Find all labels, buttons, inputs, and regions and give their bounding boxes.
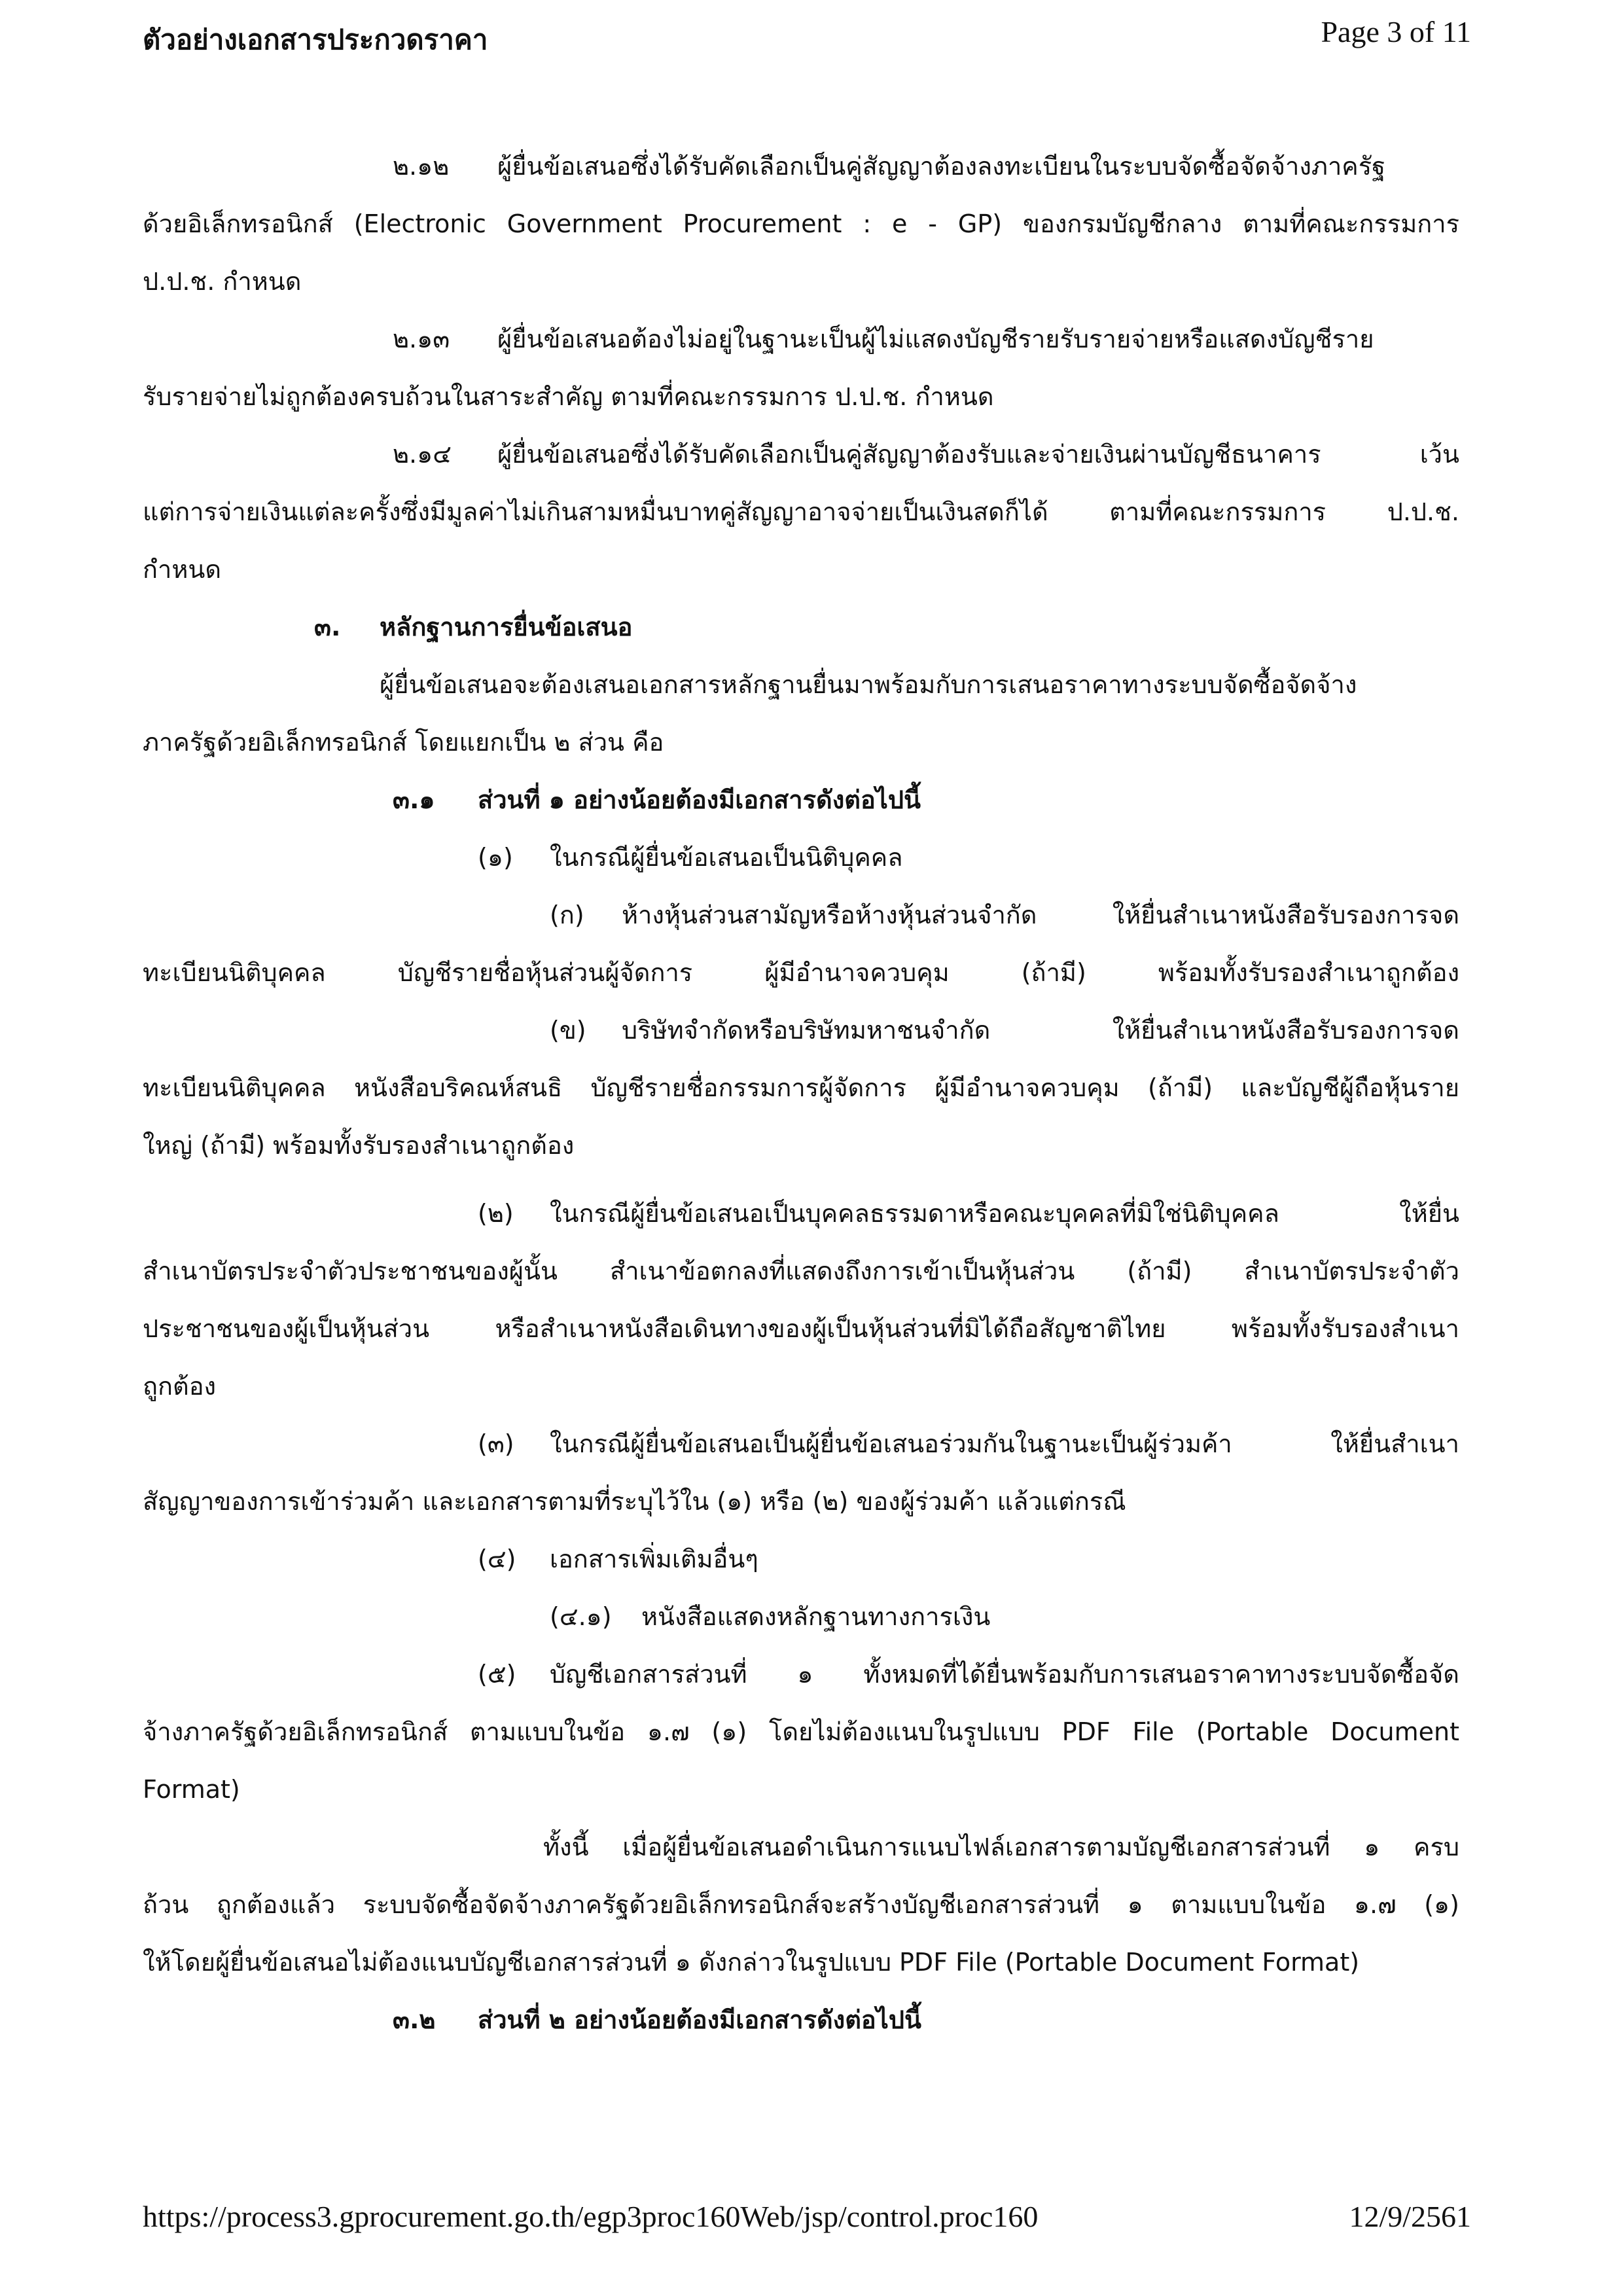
item-1-num: (๑) xyxy=(478,843,513,872)
footer-date: 12/9/2561 xyxy=(1349,2200,1471,2233)
item-5-line-1: บัญชีเอกสารส่วนที่ ๑ ทั้งหมดที่ได้ยื่นพร้อมกับการเสนอราคาทางระบบจัดซื้อจัด xyxy=(550,1660,1459,1689)
item-5-num: (๕) xyxy=(478,1660,516,1689)
clause-2-14-line-2: แต่การจ่ายเงินแต่ละครั้งซึ่งมีมูลค่าไม่เกินสามหมื่นบาทคู่สัญญาอาจจ่ายเป็นเงินสดก็ได้ ตามที่คณะกรรมการ ป.ป.ช. xyxy=(143,497,1459,526)
item-2-line-4: ถูกต้อง xyxy=(143,1372,217,1401)
item-kho-line-2: ทะเบียนนิติบุคคล หนังสือบริคณห์สนธิ บัญชีรายชื่อกรรมการผู้จัดการ ผู้มีอำนาจควบคุม (ถ้ามี) และบัญชีผู้ถือหุ้นราย xyxy=(143,1073,1459,1102)
clause-2-13-num: ๒.๑๓ xyxy=(393,325,450,353)
note-line-2: ถ้วน ถูกต้องแล้ว ระบบจัดซื้อจัดจ้างภาครัฐด้วยอิเล็กทรอนิกส์จะสร้างบัญชีเอกสารส่วนที่ ๑ ตามแบบในข้อ ๑.๗ (๑) xyxy=(143,1890,1459,1919)
item-ka-line-2: ทะเบียนนิติบุคคล บัญชีรายชื่อหุ้นส่วนผู้จัดการ ผู้มีอำนาจควบคุม (ถ้ามี) พร้อมทั้งรับรองสำเนาถูกต้อง xyxy=(143,958,1459,987)
page-number: Page 3 of 11 xyxy=(1321,15,1471,48)
clause-2-14-line-3: กำหนด xyxy=(143,555,222,584)
note-line-1: ทั้งนี้ เมื่อผู้ยื่นข้อเสนอดำเนินการแนบไฟล์เอกสารตามบัญชีเอกสารส่วนที่ ๑ ครบ xyxy=(543,1833,1459,1861)
item-kho-num: (ข) xyxy=(550,1016,586,1045)
section-3-1-title: ส่วนที่ ๑ อย่างน้อยต้องมีเอกสารดังต่อไปนี้ xyxy=(478,785,921,814)
item-4-text: เอกสารเพิ่มเติมอื่นๆ xyxy=(550,1545,758,1573)
clause-2-13-line-2: รับรายจ่ายไม่ถูกต้องครบถ้วนในสาระสำคัญ ตามที่คณะกรรมการ ป.ป.ช. กำหนด xyxy=(143,382,994,411)
clause-2-13-line-1: ผู้ยื่นข้อเสนอต้องไม่อยู่ในฐานะเป็นผู้ไม่แสดงบัญชีรายรับรายจ่ายหรือแสดงบัญชีราย xyxy=(497,325,1374,353)
note-line-3: ให้โดยผู้ยื่นข้อเสนอไม่ต้องแนบบัญชีเอกสารส่วนที่ ๑ ดังกล่าวในรูปแบบ PDF File (Portable Document Format) xyxy=(143,1948,1360,1977)
item-3-num: (๓) xyxy=(478,1429,514,1458)
clause-2-12-line-1: ผู้ยื่นข้อเสนอซึ่งได้รับคัดเลือกเป็นคู่สัญญาต้องลงทะเบียนในระบบจัดซื้อจัดจ้างภาครัฐ xyxy=(497,152,1386,181)
clause-2-12-num: ๒.๑๒ xyxy=(393,152,450,181)
section-3-1-num: ๓.๑ xyxy=(393,785,435,814)
clause-2-14-num: ๒.๑๔ xyxy=(393,440,452,469)
item-4-num: (๔) xyxy=(478,1545,516,1573)
section-3-line-2: ภาครัฐด้วยอิเล็กทรอนิกส์ โดยแยกเป็น ๒ ส่วน คือ xyxy=(143,728,664,757)
item-4-1-num: (๔.๑) xyxy=(550,1602,612,1631)
clause-2-12-line-3: ป.ป.ช. กำหนด xyxy=(143,267,302,296)
item-kho-line-1: บริษัทจำกัดหรือบริษัทมหาชนจำกัด ให้ยื่นสำเนาหนังสือรับรองการจด xyxy=(622,1016,1459,1045)
document-title: ตัวอย่างเอกสารประกวดราคา xyxy=(143,24,488,56)
item-3-line-2: สัญญาของการเข้าร่วมค้า และเอกสารตามที่ระบุไว้ใน (๑) หรือ (๒) ของผู้ร่วมค้า แล้วแต่กรณี xyxy=(143,1487,1126,1516)
section-3-num: ๓. xyxy=(314,613,341,641)
item-4-1-text: หนังสือแสดงหลักฐานทางการเงิน xyxy=(641,1602,991,1631)
item-2-line-1: ในกรณีผู้ยื่นข้อเสนอเป็นบุคคลธรรมดาหรือคณะบุคคลที่มิใช่นิติบุคคล ให้ยื่น xyxy=(550,1199,1459,1228)
item-1-text: ในกรณีผู้ยื่นข้อเสนอเป็นนิติบุคคล xyxy=(550,843,903,872)
item-2-line-3: ประชาชนของผู้เป็นหุ้นส่วน หรือสำเนาหนังสือเดินทางของผู้เป็นหุ้นส่วนที่มิได้ถือสัญชาติไทย พร้อมทั้งรับรองสำเนา xyxy=(143,1314,1459,1343)
clause-2-14-line-1: ผู้ยื่นข้อเสนอซึ่งได้รับคัดเลือกเป็นคู่สัญญาต้องรับและจ่ายเงินผ่านบัญชีธนาคาร เว้น xyxy=(497,440,1459,469)
item-kho-line-3: ใหญ่ (ถ้ามี) พร้อมทั้งรับรองสำเนาถูกต้อง xyxy=(143,1131,575,1160)
item-ka-num: (ก) xyxy=(550,901,584,929)
section-3-2-title: ส่วนที่ ๒ อย่างน้อยต้องมีเอกสารดังต่อไปนี้ xyxy=(478,2005,921,2034)
item-5-line-2: จ้างภาครัฐด้วยอิเล็กทรอนิกส์ ตามแบบในข้อ ๑.๗ (๑) โดยไม่ต้องแนบในรูปแบบ PDF File (Portable Document xyxy=(143,1717,1459,1746)
item-2-num: (๒) xyxy=(478,1199,514,1228)
item-3-line-1: ในกรณีผู้ยื่นข้อเสนอเป็นผู้ยื่นข้อเสนอร่วมกันในฐานะเป็นผู้ร่วมค้า ให้ยื่นสำเนา xyxy=(550,1429,1459,1458)
section-3-title: หลักฐานการยื่นข้อเสนอ xyxy=(380,613,633,641)
clause-2-12-line-2: ด้วยอิเล็กทรอนิกส์ (Electronic Government Procurement : e - GP) ของกรมบัญชีกลาง ตามที่คณะกรรมการ xyxy=(143,209,1459,238)
section-3-line-1: ผู้ยื่นข้อเสนอจะต้องเสนอเอกสารหลักฐานยื่นมาพร้อมกับการเสนอราคาทางระบบจัดซื้อจัดจ้าง xyxy=(380,670,1357,699)
item-2-line-2: สำเนาบัตรประจำตัวประชาชนของผู้นั้น สำเนาข้อตกลงที่แสดงถึงการเข้าเป็นหุ้นส่วน (ถ้ามี) สำเนาบัตรประจำตัว xyxy=(143,1257,1459,1285)
item-5-line-3: Format) xyxy=(143,1775,240,1804)
section-3-2-num: ๓.๒ xyxy=(393,2005,436,2034)
item-ka-line-1: ห้างหุ้นส่วนสามัญหรือห้างหุ้นส่วนจำกัด ให้ยื่นสำเนาหนังสือรับรองการจด xyxy=(622,901,1459,929)
footer-url: https://process3.gprocurement.go.th/egp3proc160Web/jsp/control.proc160 xyxy=(143,2200,1039,2233)
